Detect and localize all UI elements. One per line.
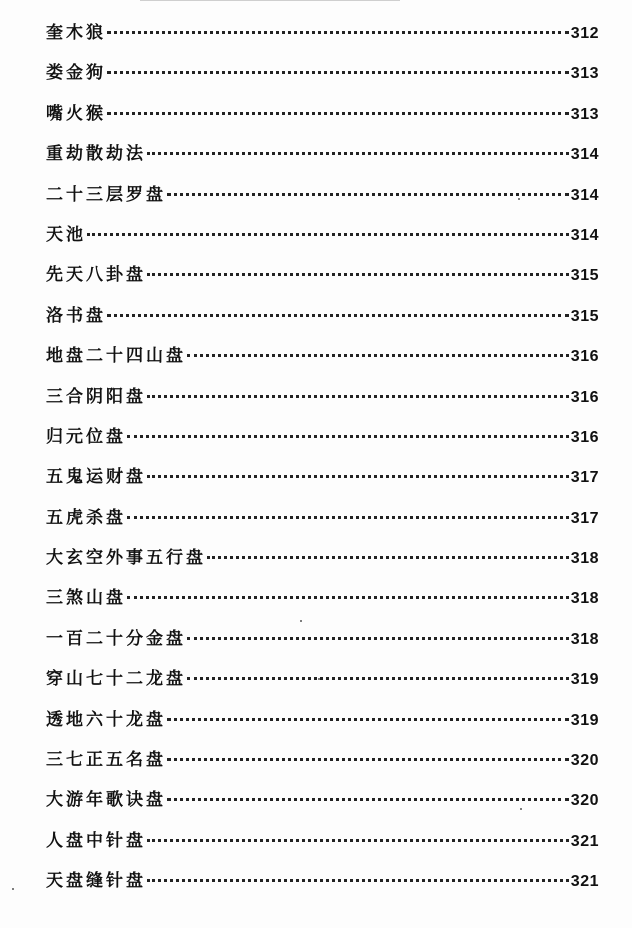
table-of-contents	[46, 18, 599, 907]
toc-entry-page-number: 317	[570, 509, 599, 527]
toc-entry-page-number: 320	[570, 752, 599, 770]
toc-entry-title: 天池	[46, 224, 86, 245]
toc-entry	[46, 18, 599, 58]
toc-entry	[46, 422, 599, 462]
toc-entry-page-number: 316	[570, 428, 599, 446]
toc-entry-page-number: 318	[570, 630, 599, 648]
dot-leader	[207, 556, 569, 559]
dot-leader	[147, 395, 569, 398]
toc-entry	[46, 866, 599, 906]
toc-entry	[46, 583, 599, 623]
toc-entry-title: 归元位盘	[46, 426, 126, 447]
dot-leader	[127, 596, 569, 599]
toc-entry	[46, 58, 599, 98]
dot-leader	[107, 31, 569, 34]
scan-speck	[518, 198, 520, 200]
toc-entry-page-number: 314	[570, 226, 599, 244]
toc-entry	[46, 745, 599, 785]
toc-entry-title: 先天八卦盘	[46, 265, 146, 286]
toc-entry-page-number: 313	[570, 65, 599, 83]
toc-entry-title: 洛书盘	[46, 305, 106, 326]
dot-leader	[167, 193, 569, 196]
toc-entry	[46, 341, 599, 381]
dot-leader	[167, 798, 569, 801]
toc-entry	[46, 664, 599, 704]
toc-entry-page-number: 318	[570, 550, 599, 568]
toc-entry-page-number: 315	[570, 307, 599, 325]
dot-leader	[107, 71, 569, 74]
scan-edge-line	[140, 0, 400, 1]
toc-entry	[46, 624, 599, 664]
dot-leader	[87, 233, 569, 236]
toc-entry	[46, 826, 599, 866]
toc-entry-title: 地盘二十四山盘	[46, 346, 186, 367]
toc-entry-title: 娄金狗	[46, 63, 106, 84]
toc-entry-title: 大游年歌诀盘	[46, 790, 166, 811]
toc-entry	[46, 99, 599, 139]
dot-leader	[147, 273, 569, 276]
toc-entry-page-number: 319	[570, 711, 599, 729]
toc-entry	[46, 503, 599, 543]
toc-entry	[46, 260, 599, 300]
dot-leader	[127, 516, 569, 519]
toc-entry-page-number: 316	[570, 348, 599, 366]
toc-entry-page-number: 312	[570, 25, 599, 42]
toc-entry	[46, 382, 599, 422]
toc-entry-title: 三七正五名盘	[46, 750, 166, 771]
toc-entry-title: 大玄空外事五行盘	[46, 548, 206, 569]
toc-entry-page-number: 317	[570, 469, 599, 487]
toc-entry-page-number: 321	[570, 832, 599, 850]
toc-entry-title: 奎木狼	[46, 23, 106, 43]
toc-entry	[46, 301, 599, 341]
toc-entry-title: 五虎杀盘	[46, 507, 126, 528]
toc-entry-title: 嘴火猴	[46, 103, 106, 124]
toc-entry-title: 二十三层罗盘	[46, 184, 166, 205]
toc-entry	[46, 180, 599, 220]
toc-entry-title: 五鬼运财盘	[46, 467, 146, 488]
scan-speck	[300, 620, 302, 622]
toc-entry	[46, 220, 599, 260]
scan-speck	[520, 808, 522, 810]
toc-entry-title: 重劫散劫法	[46, 144, 146, 165]
toc-entry-title: 穿山七十二龙盘	[46, 669, 186, 690]
toc-entry-title: 人盘中针盘	[46, 830, 146, 851]
dot-leader	[107, 112, 569, 115]
toc-entry-title: 天盘缝针盘	[46, 871, 146, 892]
dot-leader	[187, 354, 569, 357]
scan-speck	[318, 678, 320, 680]
dot-leader	[147, 879, 569, 882]
scan-speck	[12, 888, 14, 890]
toc-entry	[46, 705, 599, 745]
toc-entry	[46, 543, 599, 583]
toc-entry-title: 透地六十龙盘	[46, 709, 166, 730]
toc-entry	[46, 462, 599, 502]
dot-leader	[147, 475, 569, 478]
toc-entry-page-number: 314	[570, 146, 599, 164]
dot-leader	[147, 839, 569, 842]
dot-leader	[167, 758, 569, 761]
toc-entry-page-number: 319	[570, 671, 599, 689]
toc-entry-title: 一百二十分金盘	[46, 628, 186, 649]
toc-entry-page-number: 321	[570, 873, 599, 891]
dot-leader	[187, 637, 569, 640]
dot-leader	[167, 718, 569, 721]
toc-entry-title: 三合阴阳盘	[46, 386, 146, 407]
toc-entry-page-number: 316	[570, 388, 599, 406]
dot-leader	[107, 314, 569, 317]
toc-entry	[46, 139, 599, 179]
toc-entry-page-number: 314	[570, 186, 599, 204]
dot-leader	[147, 152, 569, 155]
dot-leader	[127, 435, 569, 438]
toc-entry-page-number: 313	[570, 105, 599, 123]
toc-entry-page-number: 320	[570, 792, 599, 810]
dot-leader	[187, 677, 569, 680]
toc-entry-title: 三煞山盘	[46, 588, 126, 609]
toc-entry-page-number: 318	[570, 590, 599, 608]
toc-entry	[46, 785, 599, 825]
toc-entry-page-number: 315	[570, 267, 599, 285]
